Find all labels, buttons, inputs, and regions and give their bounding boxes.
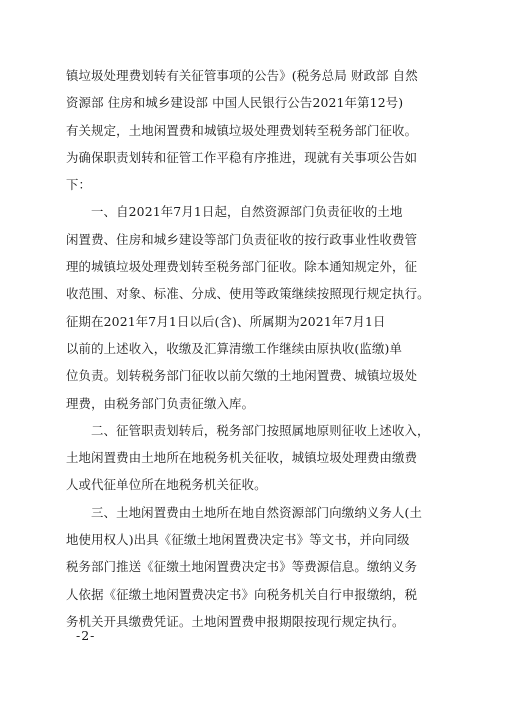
text-line: 理的城镇垃圾处理费划转至税务部门征收。除本通知规定外，征 — [66, 259, 418, 275]
paragraph-item-2 — [66, 417, 446, 499]
paragraph-intro — [66, 62, 446, 198]
text-line: 闲置费、住房和城乡建设等部门负责征收的按行政事业性收费管 — [66, 231, 418, 247]
text-line: 为确保职责划转和征管工作平稳有序推进，现就有关事项公告如 — [66, 149, 418, 165]
text-line: 地使用权人)出具《征缴土地闲置费决定书》等文书，并向同级 — [66, 532, 410, 548]
text-line: 以前的上述收入，收缴及汇算清缴工作继续由原执收(监缴)单 — [66, 340, 403, 356]
text-line: 三、土地闲置费由土地所在地自然资源部门向缴纳义务人(土 — [91, 504, 423, 520]
text-line: 人依据《征缴土地闲置费决定书》向税务机关自行申报缴纳，税 — [66, 586, 418, 602]
text-line: 资源部 住房和城乡建设部 中国人民银行公告2021年第12号) — [66, 95, 404, 111]
text-line: 一、自2021年7月1日起，自然资源部门负责征收的土地 — [91, 204, 403, 220]
paragraph-item-3 — [66, 499, 446, 635]
text-line: 位负责。划转税务部门征收以前欠缴的土地闲置费、城镇垃圾处 — [66, 368, 418, 384]
text-line: 镇垃圾处理费划转有关征管事项的公告》(税务总局 财政部 自然 — [66, 68, 418, 83]
paragraph-item-1 — [66, 198, 446, 416]
page-number: -2- — [76, 628, 96, 643]
text-line: 收范围、对象、标准、分成、使用等政策继续按照现行规定执行。 — [66, 286, 430, 302]
text-line: 二、征管职责划转后，税务部门按照属地原则征收上述收入， — [91, 422, 430, 438]
text-line: 土地闲置费由土地所在地税务机关征收，城镇垃圾处理费由缴费 — [66, 450, 418, 466]
text-line: 有关规定，土地闲置费和城镇垃圾处理费划转至税务部门征收。 — [66, 122, 418, 138]
text-line: 理费，由税务部门负责征缴入库。 — [66, 395, 255, 411]
text-line: 务机关开具缴费凭证。土地闲置费申报期限按现行规定执行。 — [66, 613, 405, 629]
text-line: 人或代征单位所在地税务机关征收。 — [66, 477, 267, 493]
text-line: 税务部门推送《征缴土地闲置费决定书》等费源信息。缴纳义务 — [66, 559, 418, 575]
text-line: 下： — [66, 177, 92, 193]
document-body — [66, 62, 446, 635]
text-line: 征期在2021年7月1日以后(含)、所属期为2021年7月1日 — [66, 313, 386, 329]
